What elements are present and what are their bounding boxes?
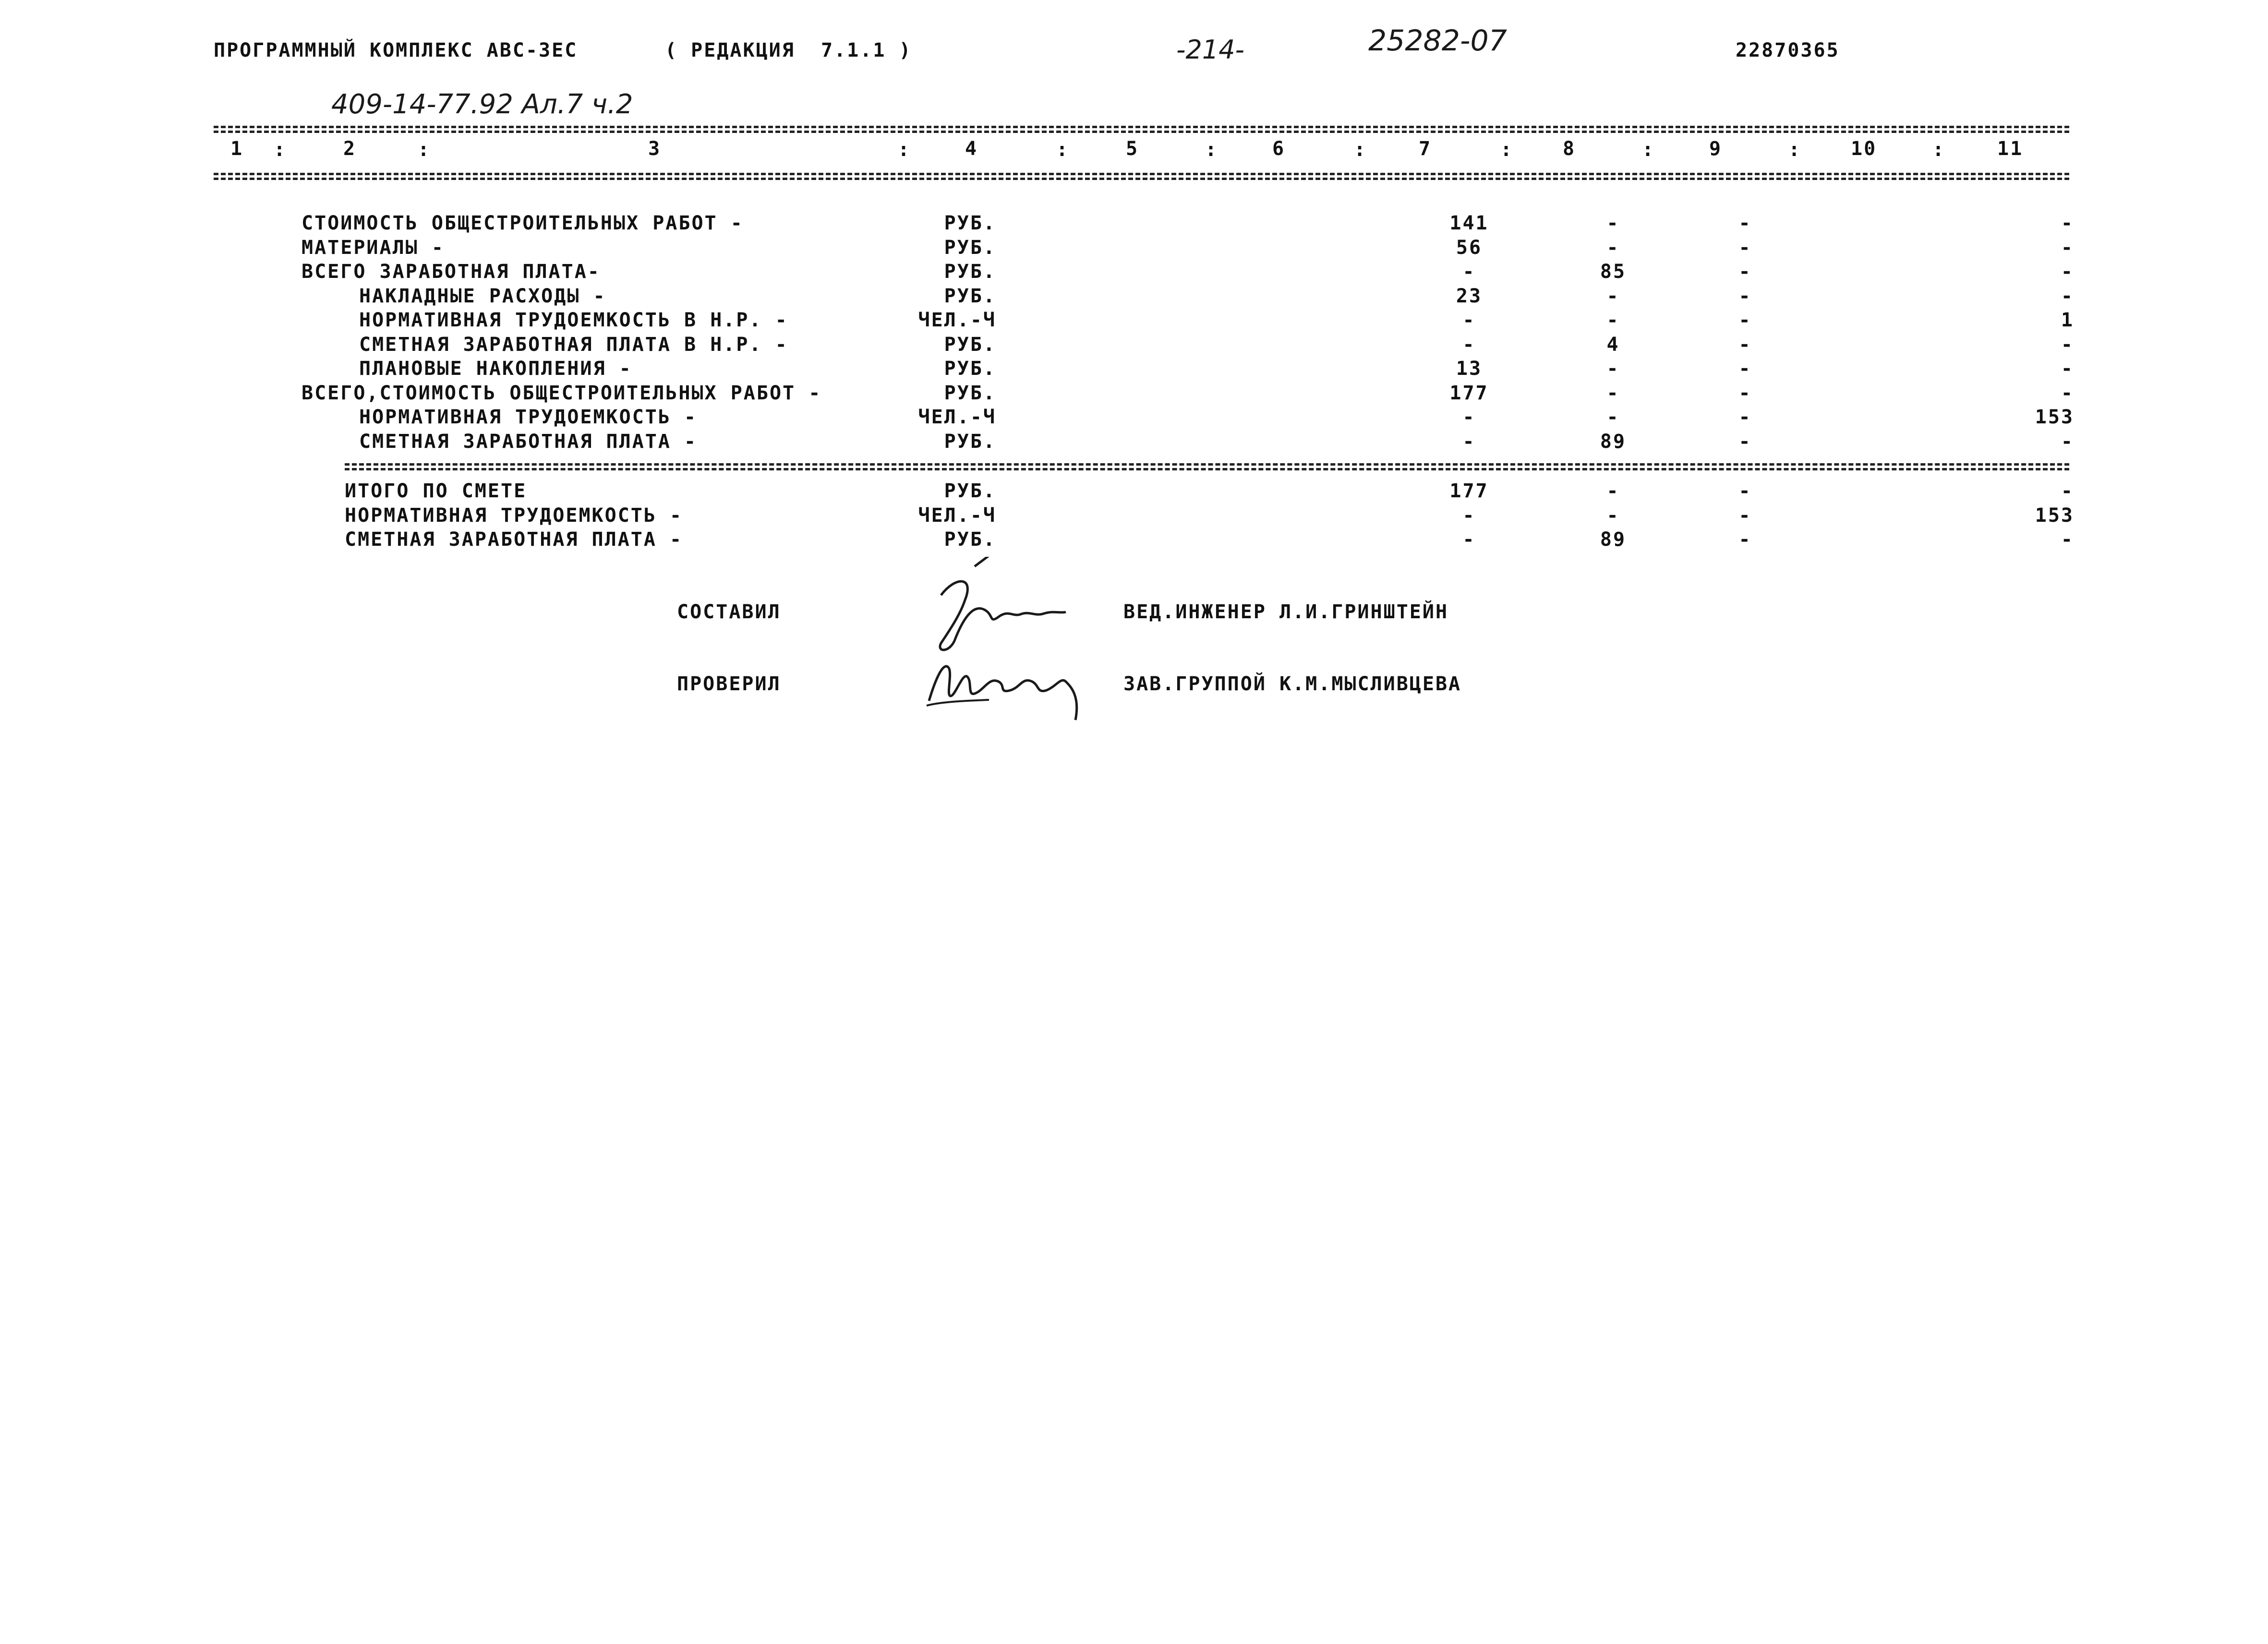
header-rule-top-2 [214,131,2069,133]
row-col-11: - [2061,236,2074,259]
row-col-9: - [1738,261,1752,283]
row-label: МАТЕРИАЛЫ - [302,236,445,259]
row-label: СМЕТНАЯ ЗАРАБОТНАЯ ПЛАТА - [359,430,698,453]
row-unit: РУБ. [944,480,996,502]
row-col-11: - [2061,480,2074,502]
row-unit: ЧЕЛ.-Ч [918,309,996,331]
column-separator: : [1056,139,1070,161]
checked-label: ПРОВЕРИЛ [677,673,781,695]
row-col-9: - [1738,504,1752,527]
row-col-8: 4 [1606,333,1620,356]
row-col-7: 141 [1449,212,1489,234]
row-col-9: - [1738,236,1752,259]
column-header-2: 2 [343,138,357,160]
column-separator: : [1354,139,1367,161]
column-separator: : [1932,139,1946,161]
row-col-9: - [1738,333,1752,356]
project-reference-handwritten: 409-14-77.92 Ал.7 ч.2 [331,89,633,120]
compiled-by: ВЕД.ИНЖЕНЕР Л.И.ГРИНШТЕЙН [1123,601,1449,623]
totals-separator-2 [345,468,2069,470]
row-unit: РУБ. [944,236,996,259]
row-col-8: - [1606,285,1620,307]
row-col-8: - [1606,212,1620,234]
row-label: ВСЕГО,СТОИМОСТЬ ОБЩЕСТРОИТЕЛЬНЫХ РАБОТ - [302,382,822,404]
row-label: НАКЛАДНЫЕ РАСХОДЫ - [359,285,606,307]
column-header-7: 7 [1419,138,1432,160]
compiled-signature [922,557,1075,662]
row-col-7: - [1462,504,1476,527]
row-col-7: - [1462,309,1476,331]
column-separator: : [898,139,911,161]
row-col-7: - [1462,333,1476,356]
row-col-7: - [1462,261,1476,283]
row-col-7: - [1462,406,1476,428]
program-title: ПРОГРАММНЫЙ КОМПЛЕКС АВС-3ЕС [214,39,578,61]
column-header-9: 9 [1709,138,1723,160]
row-col-11: - [2061,333,2074,356]
column-header-8: 8 [1563,138,1576,160]
row-col-8: 89 [1600,430,1627,453]
row-col-8: - [1606,504,1620,527]
row-unit: РУБ. [944,528,996,551]
column-header-6: 6 [1272,138,1286,160]
row-label: ИТОГО ПО СМЕТЕ [345,480,527,502]
row-col-9: - [1738,406,1752,428]
document-number-handwritten: 25282-07 [1368,24,1507,58]
row-col-7: 177 [1449,382,1489,404]
row-unit: РУБ. [944,261,996,283]
compiled-label: СОСТАВИЛ [677,601,781,623]
row-col-11: - [2061,285,2074,307]
document-code: 22870365 [1736,39,1840,61]
column-header-3: 3 [648,138,662,160]
edition-label: ( РЕДАКЦИЯ 7.1.1 ) [665,39,912,61]
row-label: НОРМАТИВНАЯ ТРУДОЕМКОСТЬ - [359,406,698,428]
totals-separator-1 [345,463,2069,466]
row-label: ВСЕГО ЗАРАБОТНАЯ ПЛАТА- [302,261,601,283]
column-header-11: 11 [1997,138,2024,160]
row-col-9: - [1738,430,1752,453]
column-separator: : [1642,139,1655,161]
row-col-8: - [1606,236,1620,259]
row-col-7: - [1462,528,1476,551]
row-col-8: - [1606,358,1620,380]
header-rule-bottom [214,173,2069,175]
column-separator: : [274,139,287,161]
row-unit: РУБ. [944,382,996,404]
header-rule-bottom-2 [214,178,2069,180]
row-col-8: - [1606,406,1620,428]
row-col-9: - [1738,212,1752,234]
row-col-8: 89 [1600,528,1627,551]
row-unit: ЧЕЛ.-Ч [918,406,996,428]
checked-signature [922,648,1090,730]
row-col-8: - [1606,309,1620,331]
column-separator: : [1788,139,1802,161]
row-col-11: 153 [2035,504,2074,527]
row-col-11: - [2061,212,2074,234]
column-header-10: 10 [1851,138,1877,160]
column-header-4: 4 [965,138,978,160]
row-label: ПЛАНОВЫЕ НАКОПЛЕНИЯ - [359,358,632,380]
column-header-1: 1 [230,138,244,160]
row-col-9: - [1738,285,1752,307]
row-col-9: - [1738,358,1752,380]
row-col-11: - [2061,261,2074,283]
column-separator: : [1205,139,1218,161]
row-col-8: - [1606,382,1620,404]
row-col-9: - [1738,480,1752,502]
row-col-7: 23 [1456,285,1483,307]
row-col-9: - [1738,528,1752,551]
row-unit: ЧЕЛ.-Ч [918,504,996,527]
row-col-7: 56 [1456,236,1483,259]
row-col-11: - [2061,358,2074,380]
row-col-11: - [2061,430,2074,453]
row-col-11: - [2061,382,2074,404]
header-rule-top [214,126,2069,128]
row-col-8: 85 [1600,261,1627,283]
row-unit: РУБ. [944,212,996,234]
row-unit: РУБ. [944,285,996,307]
row-col-9: - [1738,309,1752,331]
row-label: СТОИМОСТЬ ОБЩЕСТРОИТЕЛЬНЫХ РАБОТ - [302,212,744,234]
row-unit: РУБ. [944,430,996,453]
row-col-7: - [1462,430,1476,453]
row-col-11: 153 [2035,406,2074,428]
page-number: -214- [1176,35,1245,65]
row-col-8: - [1606,480,1620,502]
column-separator: : [418,139,431,161]
row-col-11: - [2061,528,2074,551]
column-header-5: 5 [1126,138,1139,160]
column-separator: : [1500,139,1514,161]
checked-by: ЗАВ.ГРУППОЙ К.М.МЫСЛИВЦЕВА [1123,673,1462,695]
row-col-7: 177 [1449,480,1489,502]
row-label: НОРМАТИВНАЯ ТРУДОЕМКОСТЬ - [345,504,683,527]
row-label: НОРМАТИВНАЯ ТРУДОЕМКОСТЬ В Н.Р. - [359,309,788,331]
row-unit: РУБ. [944,333,996,356]
row-label: СМЕТНАЯ ЗАРАБОТНАЯ ПЛАТА В Н.Р. - [359,333,788,356]
row-col-11: 1 [2061,309,2074,331]
row-col-7: 13 [1456,358,1483,380]
row-unit: РУБ. [944,358,996,380]
row-col-9: - [1738,382,1752,404]
row-label: СМЕТНАЯ ЗАРАБОТНАЯ ПЛАТА - [345,528,683,551]
